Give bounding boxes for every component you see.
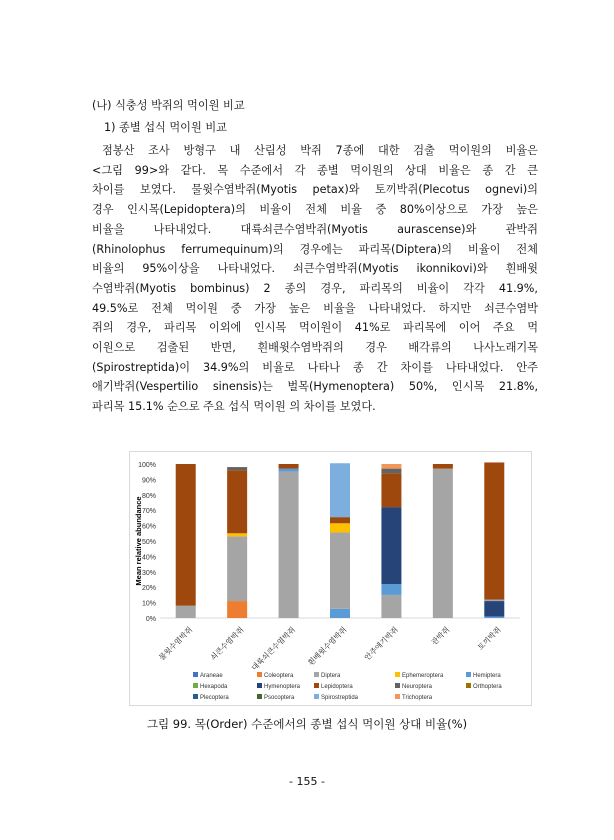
- bar-stack: [227, 467, 247, 618]
- bar-stack: [433, 464, 453, 618]
- legend-label: Neuroptera: [402, 684, 433, 690]
- bar-segment: [227, 470, 247, 533]
- bar-stack: [279, 464, 299, 618]
- legend-label: Diptera: [321, 673, 341, 679]
- bar-stack: [484, 462, 504, 618]
- x-category-label: 물윗수염박쥐: [157, 625, 195, 663]
- bar-stack: [381, 464, 401, 618]
- body-line: 49.5%로 전체 먹이원 중 가장 높은 비율을 나타내었다. 하지만 쇠큰수염박: [92, 301, 538, 315]
- bar-segment: [330, 609, 350, 618]
- y-tick-label: 60%: [141, 523, 156, 531]
- bar-segment: [227, 601, 247, 618]
- bar-segment: [381, 595, 401, 618]
- figure-caption: 그림 99. 목(Order) 수준에서의 종별 섭식 먹이원 상대 비율(%): [146, 717, 468, 731]
- y-tick-label: 70%: [141, 508, 156, 516]
- subsection-heading-text: 1) 종별 섭식 먹이원 비교: [104, 121, 227, 134]
- legend-swatch: [257, 694, 262, 699]
- legend-item: [314, 672, 341, 679]
- body-line: 경우 인시목(Lepidoptera)의 비율이 전체 비율 중 80%이상으로 가장 높은: [92, 203, 538, 217]
- legend-item: [466, 683, 502, 690]
- legend-item: [466, 672, 501, 679]
- bar-stack: [330, 463, 350, 618]
- y-axis-label: Mean relative abundance: [134, 496, 143, 586]
- legend-item: [314, 694, 359, 701]
- legend-swatch: [395, 672, 400, 677]
- bar-segment: [381, 464, 401, 469]
- legend-label: Hexapoda: [200, 684, 228, 690]
- legend-swatch: [257, 683, 262, 688]
- body-line: 수염박쥐(Myotis bombinus) 2 종의 경우, 파리목의 비율이 각각 41.9%,: [92, 281, 538, 295]
- legend-swatch: [257, 672, 262, 677]
- y-tick-label: 80%: [141, 492, 156, 500]
- body-line: 파리목 15.1% 순으로 주요 섭식 먹이원 의 차이를 보였다.: [92, 400, 376, 414]
- chart-svg: [130, 452, 531, 705]
- bar-segment: [381, 469, 401, 474]
- legend-label: Plecoptera: [200, 695, 229, 701]
- legend-swatch: [395, 694, 400, 699]
- bar-segment: [279, 472, 299, 618]
- legend-item: [395, 672, 444, 679]
- legend-label: Psocoptera: [264, 695, 295, 701]
- bar-segment: [381, 473, 401, 507]
- bar-segment: [433, 464, 453, 469]
- legend-label: Orthoptera: [473, 684, 502, 690]
- legend-item: [257, 694, 295, 701]
- bar-segment: [227, 533, 247, 536]
- legend-swatch: [314, 672, 319, 677]
- y-tick-label: 40%: [141, 554, 156, 562]
- legend-label: Araneae: [200, 673, 223, 679]
- y-tick-label: 0%: [145, 616, 156, 623]
- bar-segment: [227, 536, 247, 601]
- x-category-label: 토끼박쥐: [475, 625, 503, 652]
- legend-item: [193, 672, 223, 679]
- x-category-label: 관박쥐: [429, 625, 452, 647]
- body-line: 쥐의 경우, 파리목 이외에 인시목 먹이원이 41%로 파리목에 이어 주요 먹: [92, 321, 538, 335]
- legend-label: Spirostreptida: [321, 695, 359, 701]
- body-line: 이원으로 검출된 반면, 흰배윗수염박쥐의 경우 배각류의 나사노래기목: [92, 341, 538, 354]
- legend-item: [395, 683, 433, 690]
- page-number: - 155 -: [289, 775, 325, 788]
- legend-item: [193, 694, 229, 701]
- x-category-label: 흰배윗수염박쥐: [306, 625, 349, 668]
- body-line: (Spirostreptida)이 34.9%의 비율로 나타나 종 간 차이를 나타내었다. 안주: [92, 360, 538, 374]
- legend-label: Hymenoptera: [264, 684, 301, 690]
- body-line: <그림 99>와 같다. 목 수준에서 각 종별 먹이원의 상대 비율은 종 간 큰: [92, 163, 538, 177]
- legend-label: Hemiptera: [473, 673, 501, 679]
- section-heading-text: (나) 식충성 박쥐의 먹이원 비교: [92, 99, 245, 112]
- legend-item: [257, 683, 301, 690]
- bar-segment: [381, 507, 401, 584]
- body-line: 비율의 95%이상을 나타내었다. 쇠큰수염박쥐(Myotis ikonnikovi)와 흰배윗: [92, 262, 538, 276]
- bar-segment: [176, 464, 196, 606]
- legend-swatch: [466, 672, 471, 677]
- legend-label: Coleoptera: [264, 673, 294, 679]
- y-tick-label: 10%: [141, 600, 156, 608]
- body-line: (Rhinolophus ferrumequinum)의 경우에는 파리목(Diptera)의 비율이 전체: [92, 242, 538, 256]
- legend-item: [257, 672, 294, 679]
- legend-label: Trichoptera: [402, 695, 433, 701]
- bar-segment: [330, 523, 350, 532]
- bar-segment: [176, 606, 196, 618]
- legend-swatch: [395, 683, 400, 688]
- legend-swatch: [466, 683, 471, 688]
- y-tick-label: 90%: [141, 477, 156, 485]
- bar-segment: [227, 467, 247, 470]
- legend-label: Lepidoptera: [321, 684, 353, 690]
- body-line: 애기박쥐(Vespertilio sinensis)는 벌목(Hymenoptera) 50%, 인시목 21.8%,: [92, 380, 538, 394]
- legend-item: [314, 683, 353, 690]
- legend-swatch: [193, 672, 198, 677]
- bar-segment: [484, 462, 504, 599]
- bar-segment: [330, 463, 350, 517]
- legend-item: [395, 694, 433, 701]
- bar-segment: [484, 600, 504, 602]
- bar-stack: [176, 464, 196, 618]
- y-tick-label: 50%: [141, 539, 156, 546]
- bar-segment: [279, 464, 299, 469]
- body-line: 차이를 보였다. 물윗수염박쥐(Myotis petax)와 토끼박쥐(Plecotus ognevi)의: [92, 183, 538, 197]
- stacked-bar-chart: [129, 451, 532, 706]
- legend-item: [193, 683, 228, 690]
- bar-segment: [484, 616, 504, 618]
- x-category-label: 안주애기박쥐: [362, 625, 400, 663]
- legend-swatch: [314, 694, 319, 699]
- legend-swatch: [193, 683, 198, 688]
- x-category-label: 대륙쇠큰수염박쥐: [249, 625, 297, 673]
- legend-label: Ephemeroptera: [402, 673, 444, 679]
- body-line: 점봉산 조사 방형구 내 산림성 박쥐 7종에 대한 검출 먹이원의 비율은: [102, 144, 538, 157]
- y-tick-label: 30%: [141, 569, 156, 577]
- legend-swatch: [314, 683, 319, 688]
- bar-segment: [433, 469, 453, 618]
- bar-segment: [279, 469, 299, 472]
- bar-segment: [381, 584, 401, 595]
- bar-segment: [330, 517, 350, 523]
- bar-segment: [484, 601, 504, 616]
- bar-segment: [330, 533, 350, 609]
- y-tick-label: 100%: [138, 462, 156, 469]
- x-category-label: 쇠큰수염박쥐: [208, 625, 246, 663]
- y-tick-label: 20%: [141, 585, 156, 593]
- body-line: 비율을 나타내었다. 대륙쇠큰수염박쥐(Myotis aurascense)와 관박쥐: [92, 222, 538, 236]
- legend-swatch: [193, 694, 198, 699]
